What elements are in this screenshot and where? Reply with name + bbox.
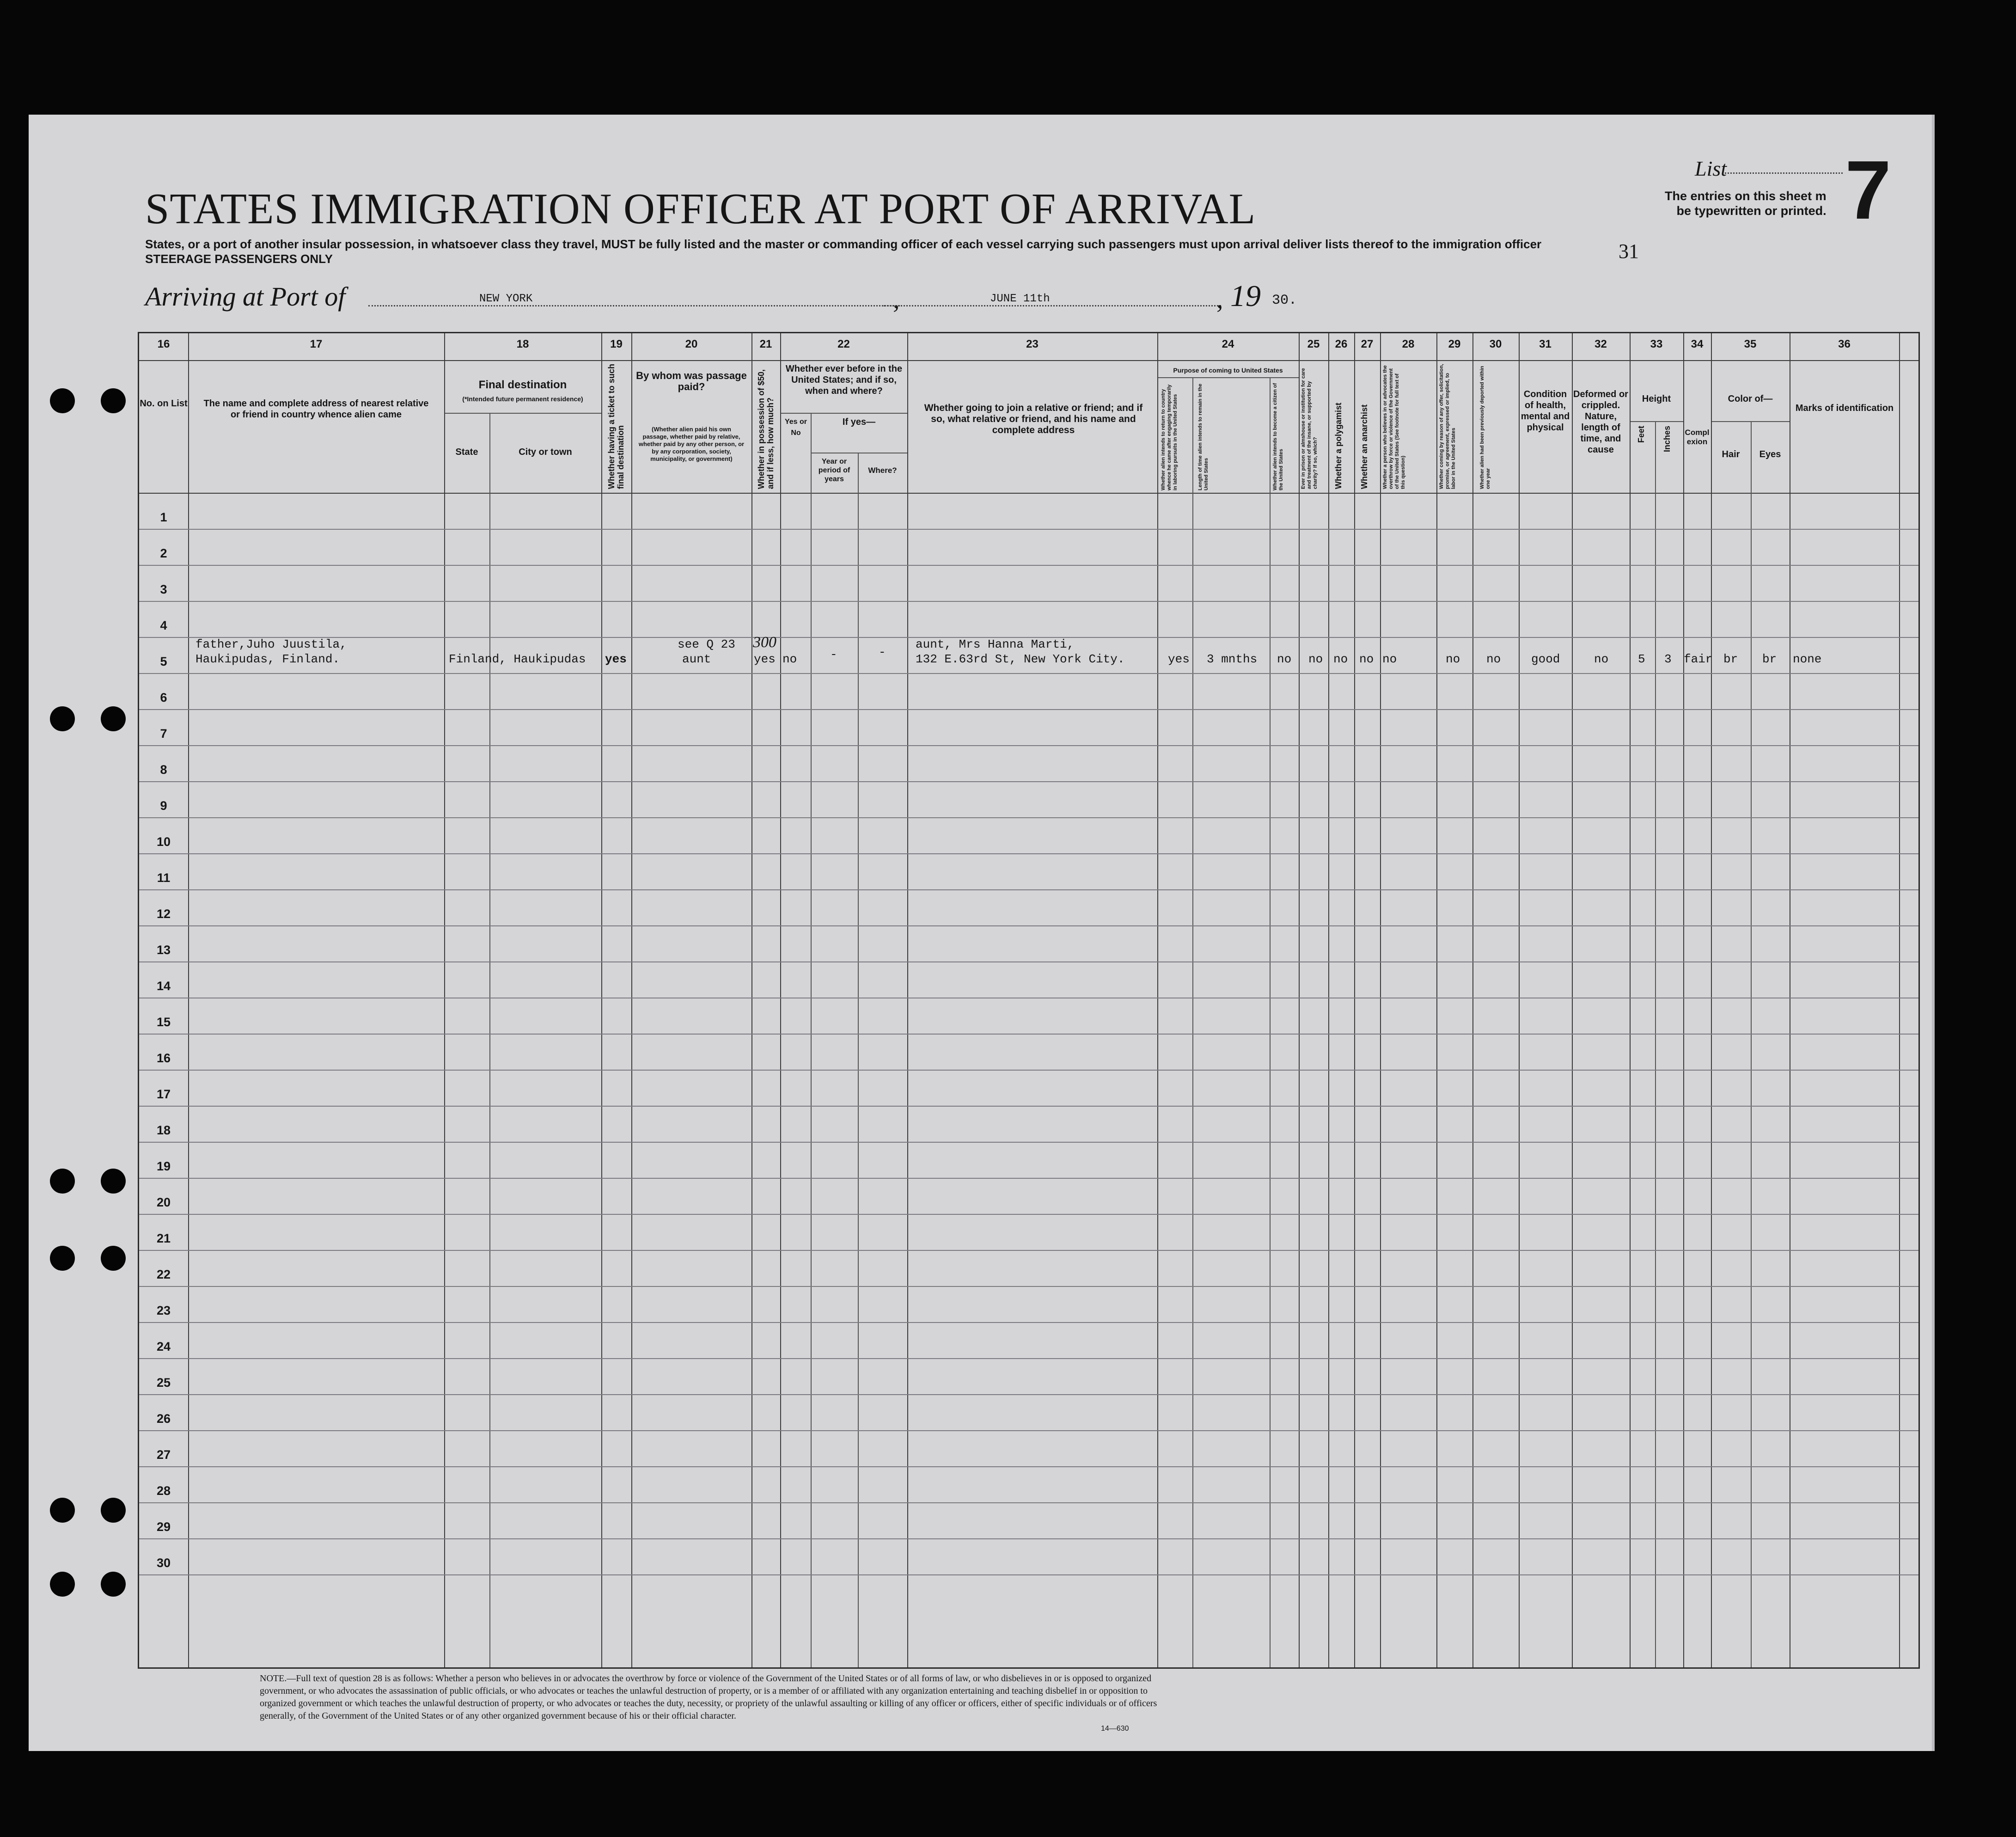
hdr-complexion: Complexion: [1685, 428, 1710, 446]
entry-before-yes-no: no: [782, 652, 797, 666]
hdr-no-on-list: No. on List: [140, 398, 188, 409]
row-number: 10: [156, 835, 171, 849]
manifest-sheet: [29, 115, 1933, 1751]
col-divider: [1683, 333, 1684, 1667]
hdr-hair: Hair: [1722, 449, 1740, 459]
entry-condition: good: [1531, 652, 1560, 666]
row-line: [139, 601, 1918, 602]
ever-before-divider: [780, 413, 907, 414]
punch-hole: [101, 1498, 126, 1523]
col-divider: [601, 333, 602, 1667]
list-number: 31: [1619, 240, 1639, 263]
col-divider: [780, 333, 781, 1667]
hdr-color-of: Color of—: [1728, 394, 1773, 404]
punch-hole: [50, 1572, 75, 1597]
colnum-34: 34: [1691, 338, 1704, 350]
date-value: JUNE 11th: [990, 293, 1050, 305]
hdr-polygamist: Whether a polygamist: [1334, 402, 1343, 489]
colnum-16: 16: [157, 338, 170, 350]
list-blank: [1725, 172, 1843, 174]
punch-hole: [50, 706, 75, 731]
row-line: [139, 1430, 1918, 1431]
hdr-ticket: Whether having a ticket to such final destination: [607, 363, 625, 489]
row-number: 5: [160, 655, 167, 668]
row-number: 18: [156, 1123, 171, 1137]
entry-q25: no: [1308, 652, 1323, 666]
subcol-divider: [1751, 421, 1752, 1667]
entry-q26: no: [1333, 652, 1348, 666]
entries-note: [1665, 189, 1827, 218]
row-line: [139, 781, 1918, 782]
row-number: 9: [160, 799, 167, 813]
punch-hole: [101, 1169, 126, 1194]
form-number: 14—630: [1101, 1725, 1129, 1733]
entry-paid-line-2: aunt: [682, 652, 711, 666]
colnum-20: 20: [685, 338, 698, 350]
column-number-divider: [139, 360, 1918, 361]
purpose-divider: [1157, 377, 1299, 378]
row-number: 28: [156, 1484, 171, 1498]
final-destination-divider: [444, 413, 601, 414]
entry-hair: br: [1723, 652, 1738, 666]
year-suffix: 30.: [1272, 293, 1297, 308]
row-number: 20: [156, 1195, 171, 1209]
row-line: [139, 1538, 1918, 1539]
punch-hole: [50, 1246, 75, 1271]
entry-q29: no: [1446, 652, 1460, 666]
colnum-28: 28: [1402, 338, 1415, 350]
row-number: 26: [156, 1412, 171, 1426]
hdr-purpose-return: Whether alien intends to return to country whence he came after engaging temporarily in laboring pursuits in the United States: [1161, 384, 1178, 490]
entry-purpose-return: yes: [1168, 652, 1190, 666]
row-number: 24: [156, 1340, 171, 1353]
colnum-24: 24: [1222, 338, 1234, 350]
hdr-inches: Inches: [1662, 426, 1672, 453]
row-line: [139, 1502, 1918, 1503]
col-divider: [188, 333, 189, 1667]
comma-2: ,: [1216, 284, 1223, 314]
colnum-30: 30: [1489, 338, 1502, 350]
entry-q27: no: [1359, 652, 1374, 666]
header-bottom-divider: [139, 493, 1918, 494]
hdr-state: State: [455, 447, 478, 457]
hdr-marks: Marks of identification: [1795, 403, 1894, 413]
entry-paid-line-1: see Q 23: [678, 637, 735, 651]
row-line: [139, 1178, 1918, 1179]
row-number: 4: [160, 618, 167, 632]
punch-hole: [101, 1246, 126, 1271]
sheet-number: 7: [1845, 144, 1892, 237]
hdr-deformed: Deformed or crippled. Nature, length of time, and cause: [1573, 389, 1628, 455]
subcol-divider: [1192, 377, 1193, 1667]
subcol-divider: [858, 453, 859, 1667]
entry-feet: 5: [1638, 652, 1645, 666]
entry-money: 300: [753, 634, 776, 651]
row-number: 6: [160, 691, 167, 704]
footnote: NOTE.—Full text of question 28 is as follows: Whether a person who believes in or advocates the overthrow by force or violence of the Government of the United States or of all forms of law, or who disbelieves in or is opposed to organized government, or who advocates the assassination of public officials, or who advocates or teaches the unlawful destruction of property, or is a member of or affiliated with any organization entertaining and teaching disbelief in or opposition to organized government or which teaches the unlawful destruction of property, or who advocates or teaches the duty, necessity, or propriety of the unlawful assaulting or killing of any officer or officers, either of specific individuals or of officers generally, of the Government of the United States or of any other organized government because of his or their official character.: [260, 1673, 1157, 1721]
hdr-anarchist: Whether an anarchist: [1360, 404, 1369, 489]
colnum-25: 25: [1307, 338, 1320, 350]
entry-inches: 3: [1664, 652, 1672, 666]
row-line: [139, 565, 1918, 566]
entries-line-1: The entries on this sheet m: [1665, 189, 1827, 203]
col-divider: [1630, 333, 1631, 1667]
hdr-q29: Whether coming by reason of any offer, solicitation, promise, or agreement, expressed or implied, to labor in the United States: [1439, 364, 1456, 489]
row-number: 11: [157, 871, 171, 885]
colnum-31: 31: [1539, 338, 1552, 350]
colnum-23: 23: [1026, 338, 1039, 350]
colnum-17: 17: [310, 338, 323, 350]
color-divider: [1711, 421, 1790, 422]
col-divider: [1711, 333, 1712, 1667]
comma-1: ,: [893, 284, 900, 314]
punch-hole: [50, 388, 75, 413]
colnum-36: 36: [1838, 338, 1851, 350]
punch-hole: [101, 388, 126, 413]
page-title: STATES IMMIGRATION OFFICER AT PORT OF ARRIVAL: [145, 185, 1256, 233]
entry-destination: Finland, Haukipudas: [449, 652, 586, 666]
row-line: [139, 1214, 1918, 1215]
row-number: 14: [156, 979, 171, 993]
row-line: [139, 961, 1918, 962]
colnum-35: 35: [1744, 338, 1757, 350]
row-line: [139, 1250, 1918, 1251]
hdr-height: Height: [1642, 394, 1671, 404]
hdr-possession: Whether in possession of $50, and if less, how much?: [757, 369, 775, 489]
class-line: STEERAGE PASSENGERS ONLY: [145, 252, 333, 266]
col-divider: [1899, 333, 1900, 1667]
col-divider: [1380, 333, 1381, 1667]
col-divider: [907, 333, 908, 1667]
entry-deformed: no: [1594, 652, 1609, 666]
row-line: [139, 1394, 1918, 1395]
hdr-ever-before: Whether ever before in the United States; and if so, when and where?: [785, 364, 903, 396]
entry-before-where: -: [879, 645, 886, 659]
colnum-27: 27: [1361, 338, 1374, 350]
row-number: 8: [160, 763, 167, 777]
hdr-q30: Whether alien had been previously deported within one year: [1479, 366, 1491, 489]
col-divider: [1436, 333, 1437, 1667]
hdr-year-period: Year or period of years: [818, 458, 850, 483]
hdr-passage-paid: By whom was passage paid?: [636, 370, 747, 392]
row-number: 30: [156, 1556, 171, 1570]
entry-eyes: br: [1762, 652, 1777, 666]
row-number: 13: [156, 943, 171, 957]
col-divider: [1157, 333, 1158, 1667]
row-number: 1: [160, 510, 167, 524]
entry-ticket: yes: [605, 652, 627, 666]
row-line: [139, 817, 1918, 818]
col-divider: [1299, 333, 1300, 1667]
date-blank: [884, 305, 1221, 306]
hdr-purpose-citizen: Whether alien intends to become a citizen of the United States: [1272, 383, 1284, 490]
punch-hole: [50, 1169, 75, 1194]
col-divider: [751, 333, 752, 1667]
hdr-final-destination: Final destination: [478, 379, 567, 391]
hdr-eyes: Eyes: [1759, 449, 1781, 459]
row-line: [139, 1034, 1918, 1035]
entry-relative-line-1: father,Juho Juustila,: [195, 637, 347, 651]
hdr-feet: Feet: [1637, 426, 1646, 443]
hdr-if-yes: If yes—: [842, 417, 876, 427]
row-line: [139, 1574, 1918, 1575]
row-line: [139, 1358, 1918, 1359]
row-number: 29: [156, 1520, 171, 1534]
col-divider: [1572, 333, 1573, 1667]
hdr-institution: Ever in prison or almshouse or institution for care and treatment of the insane, or supported by charity? If so, which?: [1301, 368, 1318, 489]
row-number: 2: [160, 546, 167, 560]
row-line: [139, 709, 1918, 710]
col-divider: [1472, 333, 1473, 1667]
row-number: 17: [156, 1087, 171, 1101]
row-line: [139, 745, 1918, 746]
manifest-table: [138, 332, 1920, 1669]
entry-before-years: -: [830, 648, 837, 661]
row-line: [139, 1142, 1918, 1143]
row-line: [139, 925, 1918, 926]
col-divider: [1328, 333, 1329, 1667]
row-number: 21: [156, 1231, 171, 1245]
colnum-18: 18: [516, 338, 529, 350]
colnum-26: 26: [1335, 338, 1348, 350]
hdr-yes-no: Yes or No: [784, 418, 807, 437]
colnum-22: 22: [837, 338, 850, 350]
entry-relative-line-2: Haukipudas, Finland.: [195, 652, 340, 666]
hdr-city: City or town: [519, 447, 572, 457]
entry-join-line-2: 132 E.63rd St, New York City.: [916, 652, 1125, 666]
row-number: 27: [156, 1448, 171, 1462]
row-number: 16: [156, 1051, 171, 1065]
entry-q30: no: [1486, 652, 1501, 666]
col-divider: [1519, 333, 1520, 1667]
col-divider: [444, 333, 445, 1667]
colnum-29: 29: [1448, 338, 1461, 350]
row-line: [139, 673, 1918, 674]
entry-q28: no: [1382, 652, 1397, 666]
subcol-divider: [1270, 377, 1271, 1667]
row-line: [139, 1106, 1918, 1107]
subcol-divider: [1655, 421, 1656, 1667]
intro-text: States, or a port of another insular possession, in whatsoever class they travel, MUST be fully listed and the master or commanding officer of each vessel carrying such passengers must upon arrival deliver lists thereof to the immigration officer: [145, 237, 1542, 251]
punch-hole: [101, 1572, 126, 1597]
port-value: NEW YORK: [479, 293, 533, 305]
entry-complexion: fair: [1684, 652, 1713, 666]
punch-hole: [101, 706, 126, 731]
row-number: 15: [156, 1015, 171, 1029]
hdr-final-destination-note: (*Intended future permanent residence): [462, 395, 583, 403]
row-number: 22: [156, 1268, 171, 1281]
row-line: [139, 1322, 1918, 1323]
row-line: [139, 853, 1918, 854]
hdr-where: Where?: [868, 466, 897, 475]
hdr-purpose: Purpose of coming to United States: [1173, 367, 1283, 374]
entry-join-line-1: aunt, Mrs Hanna Marti,: [916, 637, 1075, 651]
entry-purpose-length: 3 mnths: [1207, 652, 1258, 666]
entries-line-2: be typewritten or printed.: [1676, 204, 1827, 218]
hdr-purpose-length: Length of time alien intends to remain in the United States: [1197, 383, 1209, 490]
row-line: [139, 1466, 1918, 1467]
hdr-condition: Condition of health, mental and physical: [1521, 389, 1570, 433]
port-blank: [368, 305, 900, 306]
row-number: 23: [156, 1304, 171, 1317]
entry-purpose-citizen: no: [1277, 652, 1292, 666]
port-label: Arriving at Port of: [145, 282, 346, 312]
colnum-21: 21: [759, 338, 772, 350]
year-prefix: 19: [1230, 279, 1261, 313]
col-divider: [631, 333, 632, 1667]
row-number: 7: [160, 727, 167, 741]
row-number: 12: [156, 907, 171, 921]
hdr-nearest-relative: The name and complete address of nearest relative or friend in country whence alien came: [203, 398, 429, 420]
colnum-19: 19: [610, 338, 623, 350]
row-line: [139, 1286, 1918, 1287]
colnum-32: 32: [1594, 338, 1607, 350]
entry-money-line-2: yes: [754, 652, 776, 666]
row-line: [139, 529, 1918, 530]
row-number: 3: [160, 582, 167, 596]
height-divider: [1630, 421, 1683, 422]
hdr-join-relative: Whether going to join a relative or friend; and if so, what relative or friend, and his name and complete address: [924, 403, 1143, 435]
row-number: 19: [156, 1159, 171, 1173]
colnum-33: 33: [1650, 338, 1663, 350]
row-number: 25: [156, 1376, 171, 1390]
punch-hole: [50, 1498, 75, 1523]
entry-marks: none: [1793, 652, 1822, 666]
row-line: [139, 1070, 1918, 1071]
col-divider: [1354, 333, 1355, 1667]
list-label: List: [1695, 157, 1727, 180]
row-line: [139, 889, 1918, 890]
hdr-passage-paid-note: (Whether alien paid his own passage, whether paid by relative, whether paid by any other person, or by any corporation, society, municipality, or government): [638, 426, 745, 462]
hdr-q28: Whether a person who believes in or advocates the overthrow by force or violence of the Government of the United States (See footnote for full text of this question): [1382, 365, 1406, 489]
